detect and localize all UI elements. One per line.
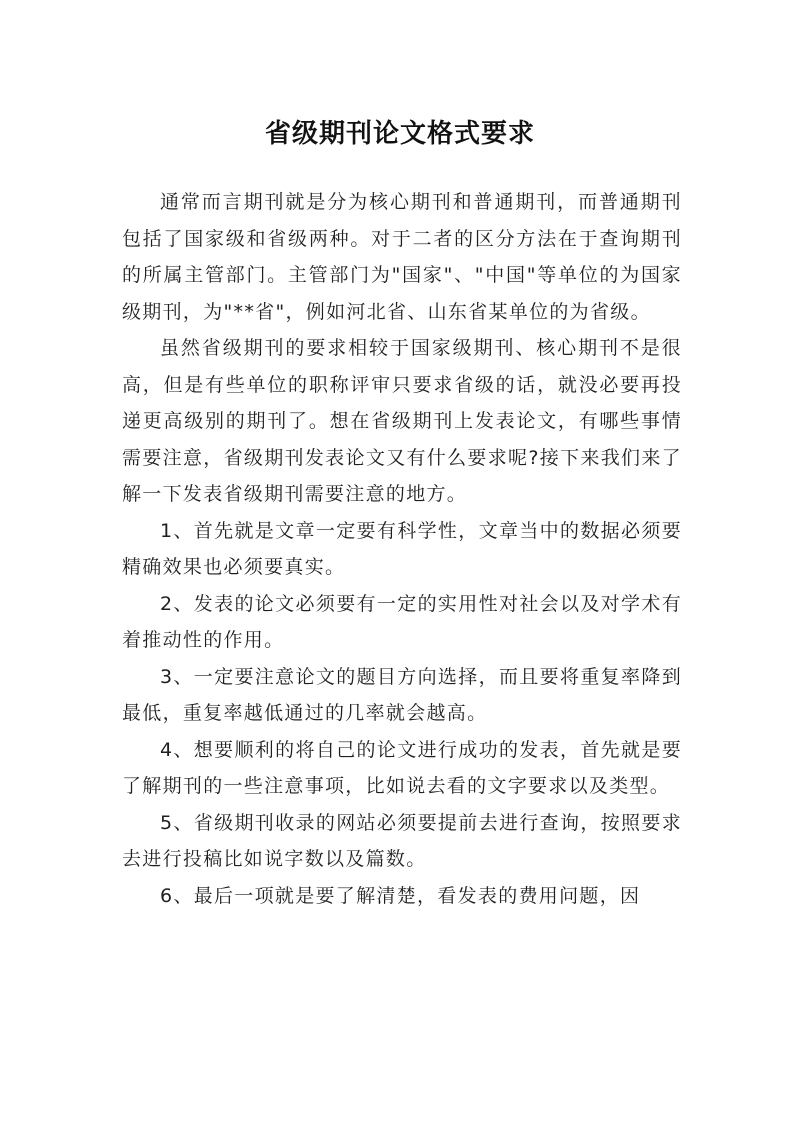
paragraph-item-2: 2、发表的论文必须要有一定的实用性对社会以及对学术有着推动性的作用。 <box>122 592 682 651</box>
paragraph-background: 虽然省级期刊的要求相较于国家级期刊、核心期刊不是很高，但是有些单位的职称评审只要求省级的话，就没必要再投递更高级别的期刊了。想在省级期刊上发表论文，有哪些事情需要注意，省级期刊发表论文又有什么要求呢?接下来我们来了解一下发表省级期刊需要注意的地方。 <box>122 337 682 505</box>
paragraph-item-1: 1、首先就是文章一定要有科学性，文章当中的数据必须要精确效果也必须要真实。 <box>122 519 682 578</box>
paragraph-item-5: 5、省级期刊收录的网站必须要提前去进行查询，按照要求去进行投稿比如说字数以及篇数。 <box>122 811 682 870</box>
document-body <box>122 184 682 914</box>
paragraph-item-6: 6、最后一项就是要了解清楚，看发表的费用问题，因 <box>160 884 641 907</box>
paragraph-intro: 通常而言期刊就是分为核心期刊和普通期刊，而普通期刊包括了国家级和省级两种。对于二者的区分方法在于查询期刊的所属主管部门。主管部门为"国家"、"中国"等单位的为国家级期刊，为"**省"，例如河北省、山东省某单位的为省级。 <box>122 191 682 323</box>
paragraph-item-3: 3、一定要注意论文的题目方向选择，而且要将重复率降到最低，重复率越低通过的几率就会越高。 <box>122 665 682 724</box>
document-title: 省级期刊论文格式要求 <box>264 119 535 150</box>
paragraph-item-4: 4、想要顺利的将自己的论文进行成功的发表，首先就是要了解期刊的一些注意事项，比如说去看的文字要求以及类型。 <box>122 738 682 797</box>
